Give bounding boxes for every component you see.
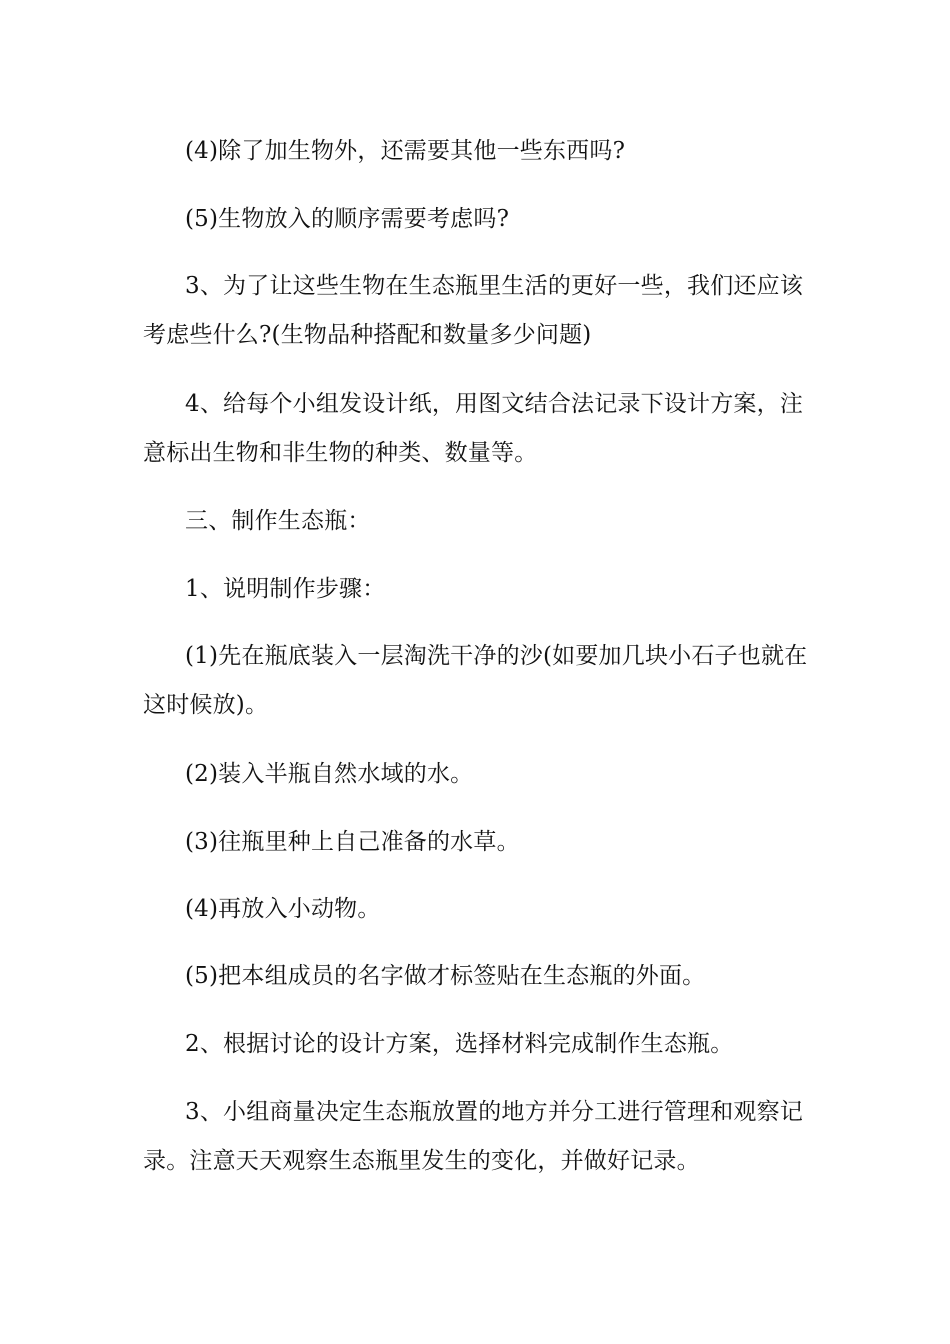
paragraph-step-1-sand: (1)先在瓶底装入一层淘洗干净的沙(如要加几块小石子也就在这时候放)。 bbox=[143, 643, 808, 718]
paragraph-question-5: (5)生物放入的顺序需要考虑吗? bbox=[185, 206, 510, 232]
paragraph-observe-record: 3、小组商量决定生态瓶放置的地方并分工进行管理和观察记录。注意天天观察生态瓶里发生的变化，并做好记录。 bbox=[143, 1099, 804, 1174]
paragraph-step-4-animals: (4)再放入小动物。 bbox=[185, 896, 381, 922]
paragraph-steps-intro: 1、说明制作步骤： bbox=[185, 576, 386, 602]
paragraph-step-3-plants: (3)往瓶里种上自己准备的水草。 bbox=[185, 829, 520, 855]
paragraph-step-4-design: 4、给每个小组发设计纸，用图文结合法记录下设计方案，注意标出生物和非生物的种类、数量等。 bbox=[143, 391, 804, 466]
paragraph-step-3-consider: 3、为了让这些生物在生态瓶里生活的更好一些，我们还应该考虑些什么?(生物品种搭配和数量多少问题) bbox=[143, 273, 804, 348]
paragraph-step-2-water: (2)装入半瓶自然水域的水。 bbox=[185, 761, 474, 787]
paragraph-question-4: (4)除了加生物外，还需要其他一些东西吗? bbox=[185, 138, 626, 164]
paragraph-step-5-label: (5)把本组成员的名字做才标签贴在生态瓶的外面。 bbox=[185, 963, 706, 989]
section-heading-make-bottle: 三、制作生态瓶： bbox=[185, 508, 371, 534]
paragraph-make-by-plan: 2、根据讨论的设计方案，选择材料完成制作生态瓶。 bbox=[185, 1031, 734, 1057]
